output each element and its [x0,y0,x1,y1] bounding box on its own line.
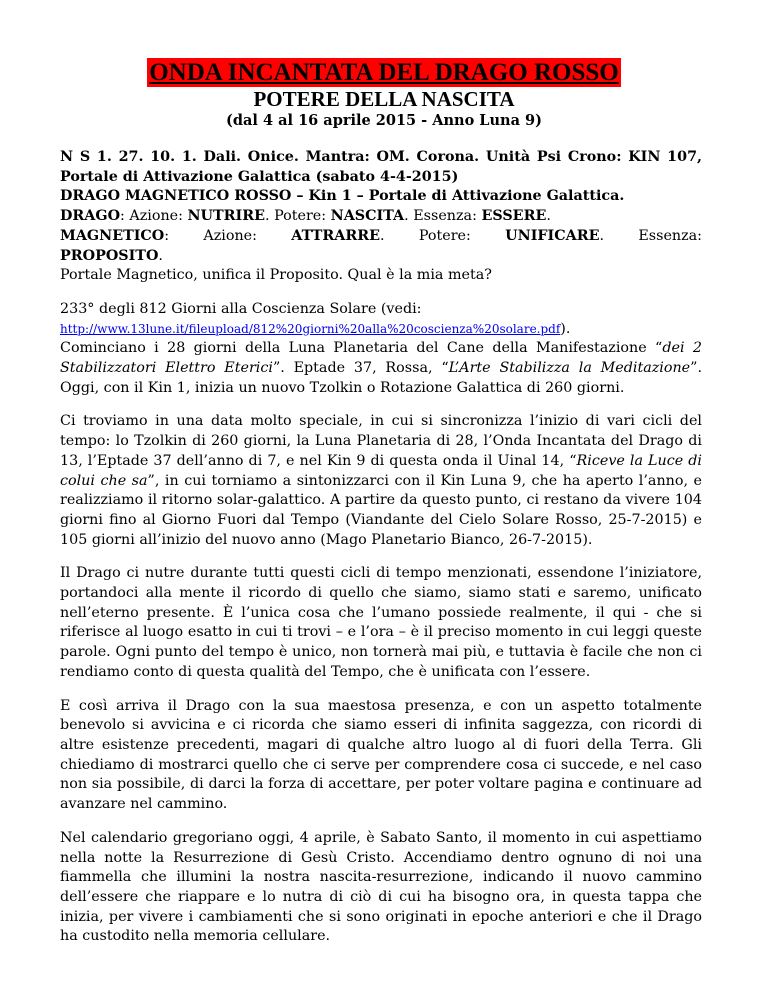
spacer [60,398,702,412]
potere-word: Potere: [418,227,471,244]
essenza-word: Essenza: [638,227,702,244]
title-wrap [0,58,768,87]
link-suffix: ). [560,320,571,337]
luna-text-a: Cominciano i 28 giorni della Luna Planetaria del Cane della Manifestazione “ [60,340,663,357]
link-line [60,320,702,340]
cicli-paragraph [60,412,702,550]
drago-potere-prefix: . Potere: [265,208,331,225]
azione-word: Azione: [203,227,257,244]
document-dates: (dal 4 al 16 aprile 2015 - Anno Luna 9) [226,112,542,129]
drago-essenza-prefix: . Essenza: [404,208,482,225]
drago-label: DRAGO [60,208,121,225]
dragon-line: DRAGO MAGNETICO ROSSO – Kin 1 – Portale di Attivazione Galattica. [60,188,625,205]
giorni-line: 233° degli 812 Giorni alla Coscienza Solare (vedi: [60,300,422,317]
ns-line: N S 1. 27. 10. 1. Dali. Onice. Mantra: OM. Corona. Unità Psi Crono: KIN 107, Portale di Attivazione Galattica (sabato 4-4-2015) [60,149,702,185]
cicli-text-b: ”, in cui torniamo a sintonizzarci con il Kin Luna 9, che ha aperto l’anno, e realizziamo il ritorno solar-galattico. A partire da questo punto, ci restano da vivere 104 giorni fino al Giorno Fuori dal Tempo (Viandante del Cielo Solare Rosso, 25-7-2015) e 105 giorni all’inizio del nuovo anno (Mago Planetario Bianco, 26-7-2015). [60,472,702,548]
magnetico-potere: UNIFICARE [505,227,600,244]
pdf-link[interactable]: http://www.13lune.it/fileupload/812%20giorni%20alla%20coscienza%20solare.pdf [60,321,561,336]
drago-azione-prefix: : Azione: [120,208,188,225]
drago-potere: NASCITA [330,208,405,225]
luna-text-c: ”. Oggi, con il Kin 1, inizia un nuovo Tzolkin o Rotazione Galattica di 260 giorni. [60,360,703,396]
drago-azione: NUTRIRE [187,208,266,225]
drago-essenza: ESSERE [481,208,547,225]
spacer [60,550,702,564]
drago-line: DRAGO: Azione: NUTRIRE. Potere: NASCITA. Essenza: ESSERE. [60,208,551,225]
document-body [60,148,702,947]
spacer [60,683,702,697]
portale-line: Portale Magnetico, unifica il Proposito. Qual è la mia meta? [60,267,492,284]
spacer [60,286,702,300]
luna-text-b: ”. Eptade 37, Rossa, “ [272,360,449,377]
presenza-paragraph: E così arriva il Drago con la sua maestosa presenza, e con un aspetto totalmente benevolo si avvicina e ci ricorda che siamo esseri di infinita saggezza, con ricordi di altre esistenze precedenti, magari di qualche altro luogo al di fuori della Terra. Gli chiediamo di mostrarci quello che ci serve per comprendere cosa ci succede, e nel caso non sia possibile, di darci la forza di accettare, per poter voltare pagina e continuare ad avanzare nel cammino. [60,697,702,813]
calendario-paragraph: Nel calendario gregoriano oggi, 4 aprile, è Sabato Santo, il momento in cui aspettiamo nella notte la Resurrezione di Gesù Cristo. Accendiamo dentro ognuno di noi una fiammella che illumini la nostra nascita-resurrezione, indicando il nuovo cammino dell’essere che riappare e lo nutra di ciò di cui ha bisogno ora, in questa tappa che inizia, per vivere i cambiamenti che si sono originati in epoche anteriori e che il Drago ha custodito nella memoria cellulare. [60,829,702,945]
magnetico-line: MAGNETICO: Azione: ATTRARRE. Potere: UNIFICARE. Essenza: [60,227,702,244]
luna-italic-a: dei 2 Stabilizzatori Elettro Eterici [60,340,702,377]
proposito-line: PROPOSITO. [60,247,163,264]
luna-paragraph [60,339,702,398]
magnetico-label: MAGNETICO [60,227,165,244]
cicli-italic: Riceve la Luce di colui che sa [60,452,702,489]
nutre-paragraph: Il Drago ci nutre durante tutti questi cicli di tempo menzionati, essendone l’iniziatore, portandoci alla mente il ricordo di quello che siamo, siamo stati e saremo, unificato nell’eterno presente. È l’unica cosa che l’umano possiede realmente, il qui - che si riferisce al luogo esatto in cui ti trovi – e l’ora – è il preciso momento in cui leggi queste parole. Ogni punto del tempo è unico, non tornerà mai più, e tuttavia è facile che non ci rendiamo conto di questa qualità del Tempo, che è unificata con l’essere. [60,565,702,680]
spacer [60,815,702,829]
cicli-text-a: Ci troviamo in una data molto speciale, in cui si sincronizza l’inizio di vari cicli del tempo: lo Tzolkin di 260 giorni, la Luna Planetaria di 28, l’Onda Incantata del Drago di 13, l’Eptade 37 dell’anno di 7, e nel Kin 9 di questa onda il Uinal 14, “ [60,413,702,469]
document-title: ONDA INCANTATA DEL DRAGO ROSSO [149,59,619,86]
magnetico-azione: ATTRARRE [291,227,380,244]
luna-italic-b: L’Arte Stabilizza la Meditazione [448,360,691,377]
magnetico-essenza: PROPOSITO [60,247,159,264]
document-subtitle: POTERE DELLA NASCITA [253,87,515,111]
